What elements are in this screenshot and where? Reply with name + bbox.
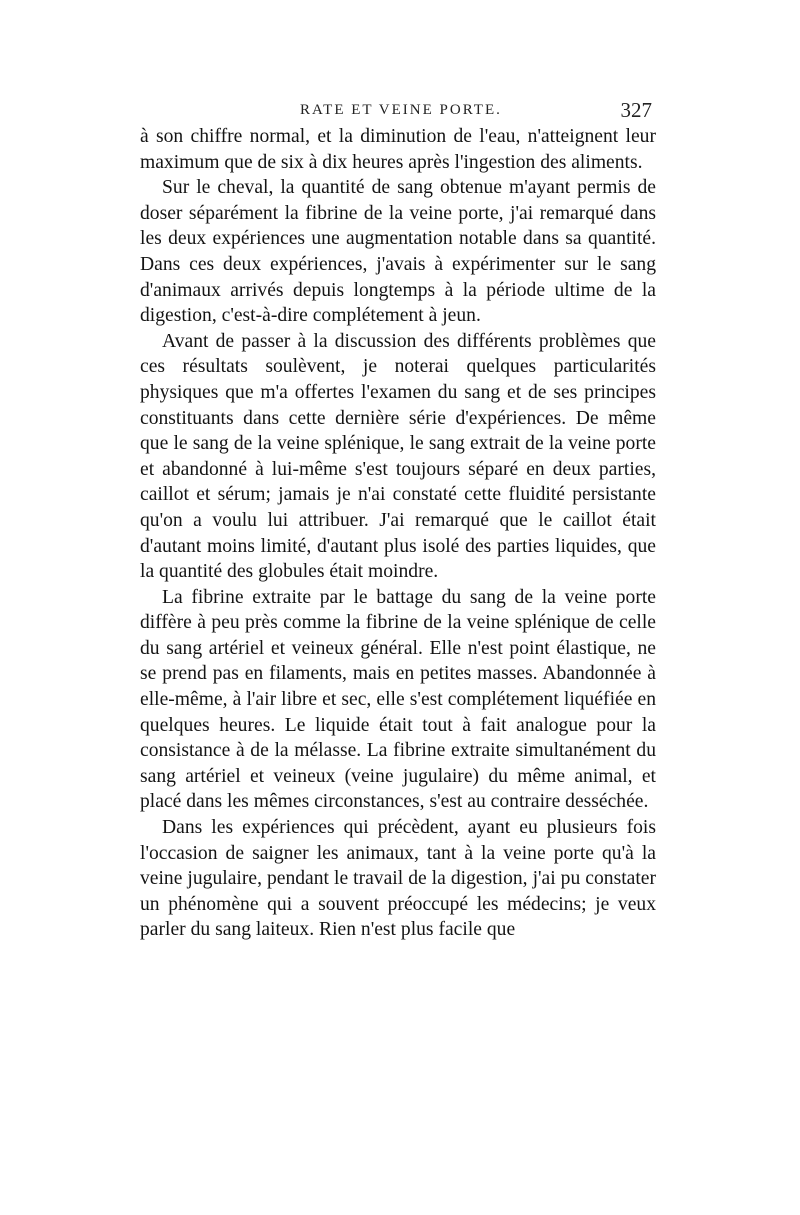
body-text bbox=[140, 124, 656, 943]
running-title: RATE ET VEINE PORTE. bbox=[300, 102, 502, 118]
paragraph-continued: à son chiffre normal, et la diminution de l'eau, n'atteignent leur maximum que de six à dix heures après l'ingestion des aliments. bbox=[140, 126, 656, 173]
paragraph-fibrine: La fibrine extraite par le battage du sang de la veine porte diffère à peu près comme la fibrine de la veine splénique de celle du sang artériel et veineux général. Elle n'est point élastique, ne se prend pas en filaments, mais en petites masses. Abandonnée à elle-même, à l'air libre et sec, elle s'est complétement liquéfiée en quelques heures. Le liquide était tout à fait analogue pour la consistance à de la mélasse. La fibrine extraite simultanément du sang artériel et veineux (veine jugulaire) du même animal, et placé dans les mêmes circonstances, s'est au contraire desséchée. bbox=[140, 586, 656, 813]
paragraph-particularites: Avant de passer à la discussion des différents problèmes que ces résultats soulèvent, je noterai quelques particularités physiques que m'a offertes l'examen du sang et de ses principes constituants dans cette dernière série d'expériences. De même que le sang de la veine splénique, le sang extrait de la veine porte et abandonné à lui-même s'est toujours séparé en deux parties, caillot et sérum; jamais je n'ai constaté cette fluidité persistante qu'on a voulu lui attribuer. J'ai remarqué que le caillot était d'autant moins limité, d'autant plus isolé des parties liquides, que la quantité des globules était moindre. bbox=[140, 330, 656, 583]
page-number: 327 bbox=[620, 98, 652, 122]
paragraph-cheval: Sur le cheval, la quantité de sang obtenue m'ayant permis de doser séparément la fibrine de la veine porte, j'ai remarqué dans les deux expériences une augmentation notable dans sa quantité. Dans ces deux expériences, j'avais à expérimenter sur le sang d'animaux arrivés depuis longtemps à la période ultime de la digestion, c'est-à-dire complétement à jeun. bbox=[140, 177, 656, 327]
paragraph-sang-laiteux: Dans les expériences qui précèdent, ayant eu plusieurs fois l'occasion de saigner les animaux, tant à la veine porte qu'à la veine jugulaire, pendant le travail de la digestion, j'ai pu constater un phénomène qui a souvent préoccupé les médecins; je veux parler du sang laiteux. Rien n'est plus facile que bbox=[140, 817, 656, 941]
